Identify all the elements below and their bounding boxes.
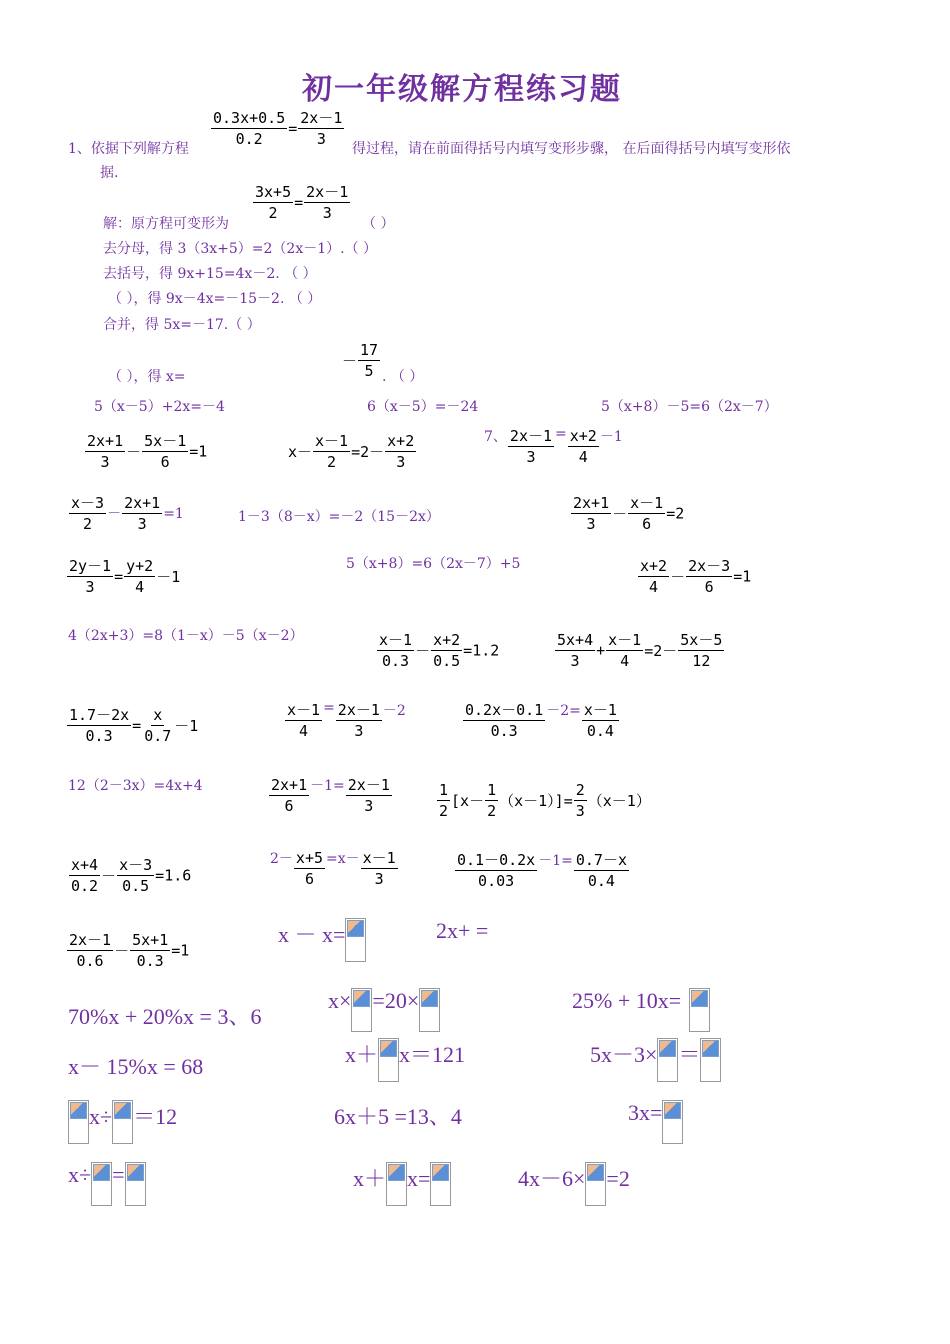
problem-a: $\frac{2x+1}{3}$ － $\frac{5x-1}{6}$ =1 xyxy=(87,432,208,471)
step6-fraction: － $\frac{17}{5}$ xyxy=(342,341,379,380)
problem-q: $\frac{2x+1}{6}$ －1= $\frac{2x-1}{3}$ xyxy=(271,776,390,815)
page-title: 初一年级解方程练习题 xyxy=(302,72,622,107)
problem-h: 5（x+8）=6（2x－7）+5 xyxy=(346,556,521,572)
q1-instruction-cont: 据. xyxy=(100,165,119,181)
big-problem-13: x＋ x= xyxy=(353,1162,451,1206)
broken-image-icon xyxy=(68,1100,89,1144)
problem-4: 5（x+8）－5=6（2x－7） xyxy=(601,399,778,415)
broken-image-icon xyxy=(91,1162,112,1206)
problem-g: $\frac{2y-1}{3}$ = $\frac{y+2}{4}$ －1 xyxy=(69,557,181,596)
big-problem-2: 2x+ = xyxy=(436,918,489,943)
problem-s: $\frac{x+4}{0.2}$ － $\frac{x-3}{0.5}$ =1.6 xyxy=(71,856,192,895)
problem-c: 7、 $\frac{2x-1}{3}$ = $\frac{x+2}{4}$ －1 xyxy=(484,426,623,466)
problem-3: 6（x－5）=－24 xyxy=(367,399,479,415)
step5[interactable]: 合并，得 5x=－17.（ ） xyxy=(103,317,261,333)
problem-e: 1－3（8－x）=－2（15－2x） xyxy=(238,509,440,525)
broken-image-icon xyxy=(585,1162,606,1206)
problem-r: $\frac{1}{2}$ [x－ $\frac{1}{2}$ （x－1）]= $\frac{2}{3}$ （x－1） xyxy=(439,781,651,820)
step6-blank[interactable]: . （ ） xyxy=(382,369,424,385)
problem-2: 5（x－5）+2x=－4 xyxy=(94,399,225,415)
big-problem-1: x － x= xyxy=(278,918,366,962)
problem-j: 4（2x+3）=8（1－x）－5（x－2） xyxy=(68,628,304,644)
step1-blank[interactable]: （ ） xyxy=(362,216,395,232)
problem-o: $\frac{0.2x-0.1}{0.3}$ －2= $\frac{x-1}{0.4}$ xyxy=(465,701,617,740)
problem-d: $\frac{x-3}{2}$ － $\frac{2x+1}{3}$ =1 xyxy=(71,494,184,533)
broken-image-icon xyxy=(657,1038,678,1082)
big-problem-3: 70%x + 20%x = 3、6 xyxy=(68,1004,262,1029)
problem-k: $\frac{x-1}{0.3}$ － $\frac{x+2}{0.5}$ =1.2 xyxy=(379,631,500,670)
broken-image-icon xyxy=(430,1162,451,1206)
q1-equation: $\frac{0.3x+0.5}{0.2}$ = $\frac{2x-1}{3}$ xyxy=(213,109,343,148)
step2[interactable]: 去分母，得 3（3x+5）=2（2x－1）.（ ） xyxy=(103,241,378,257)
problem-b: x－ $\frac{x-1}{2}$ =2－ $\frac{x+2}{3}$ xyxy=(288,432,415,471)
big-problem-10: 6x＋5 =13、4 xyxy=(334,1104,462,1129)
problem-f: $\frac{2x+1}{3}$ － $\frac{x-1}{6}$ =2 xyxy=(573,494,685,533)
big-problem-9: x÷ ＝12 xyxy=(68,1100,177,1144)
step6[interactable]: （ ），得 x= xyxy=(108,369,186,385)
broken-image-icon xyxy=(689,988,710,1032)
step3[interactable]: 去括号，得 9x+15=4x－2. （ ） xyxy=(103,266,317,282)
broken-image-icon xyxy=(351,988,372,1032)
problem-n: $\frac{x-1}{4}$ = $\frac{2x-1}{3}$ －2 xyxy=(287,700,406,740)
problem-p: 12（2－3x）=4x+4 xyxy=(68,778,203,794)
problem-i: $\frac{x+2}{4}$ － $\frac{2x-3}{6}$ =1 xyxy=(640,557,752,596)
big-problem-11: 3x= xyxy=(628,1100,683,1144)
broken-image-icon xyxy=(700,1038,721,1082)
broken-image-icon xyxy=(112,1100,133,1144)
big-problem-5: 25% + 10x= xyxy=(572,988,710,1032)
broken-image-icon xyxy=(125,1162,146,1206)
broken-image-icon xyxy=(345,918,366,962)
big-problem-14: 4x－6× =2 xyxy=(518,1162,630,1206)
step4[interactable]: （ ），得 9x－4x=－15－2. （ ） xyxy=(108,291,322,307)
problem-t: 2－ $\frac{x+5}{6}$ =x－ $\frac{x-1}{3}$ xyxy=(270,849,396,888)
step1-equation: $\frac{3x+5}{2}$ = $\frac{2x-1}{3}$ xyxy=(255,183,349,222)
q1-lead: 1、依据下列解方程 xyxy=(68,141,189,157)
big-problem-6: x－ 15%x = 68 xyxy=(68,1054,204,1079)
problem-l: $\frac{5x+4}{3}$ + $\frac{x-1}{4}$ =2－ $\frac{5x-5}{12}$ xyxy=(557,631,723,670)
problem-v: $\frac{2x-1}{0.6}$ － $\frac{5x+1}{0.3}$ =1 xyxy=(69,931,190,970)
step1-label: 解：原方程可变形为 xyxy=(103,216,229,232)
big-problem-4: x× =20× xyxy=(328,988,440,1032)
broken-image-icon xyxy=(386,1162,407,1206)
broken-image-icon xyxy=(419,988,440,1032)
problem-u: $\frac{0.1-0.2x}{0.03}$ －1= $\frac{0.7-x}{0.4}$ xyxy=(457,851,627,890)
broken-image-icon xyxy=(662,1100,683,1144)
big-problem-7: x＋ x＝121 xyxy=(345,1038,465,1082)
problem-m: $\frac{1.7-2x}{0.3}$ = $\frac{x}{0.7}$ －1 xyxy=(69,706,199,745)
broken-image-icon xyxy=(378,1038,399,1082)
big-problem-8: 5x－3× ＝ xyxy=(590,1038,721,1082)
q1-instruction: 得过程，请在前面得括号内填写变形步骤， 在后面得括号内填写变形依 xyxy=(352,141,791,157)
big-problem-12: x÷ = xyxy=(68,1162,146,1206)
